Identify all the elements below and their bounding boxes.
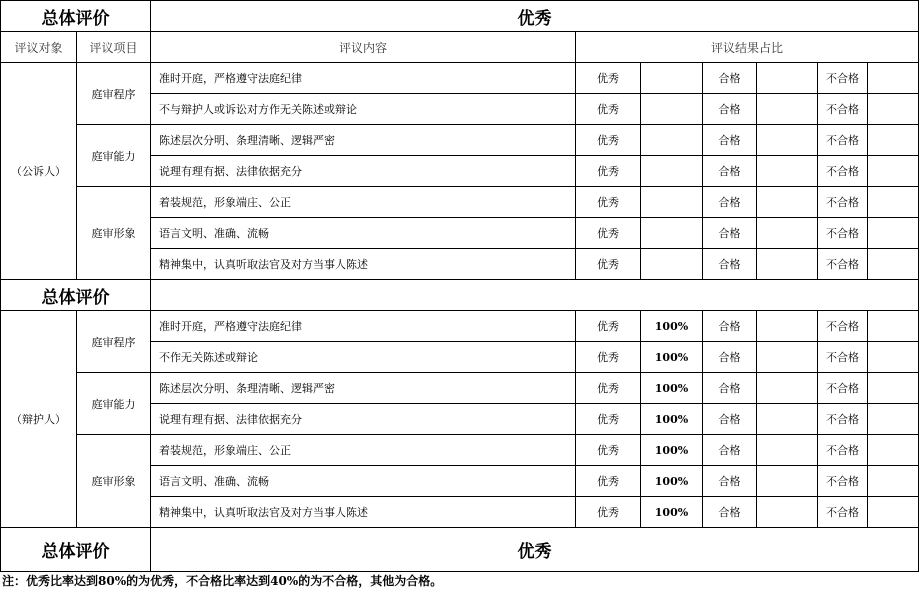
fail-pct <box>868 187 919 218</box>
item-cell: 庭审形象 <box>77 187 151 280</box>
grade-fail-label: 不合格 <box>818 497 868 528</box>
fail-pct <box>868 435 919 466</box>
table-row <box>1 311 919 342</box>
grade-excellent-label: 优秀 <box>576 466 641 497</box>
grade-fail-label: 不合格 <box>818 156 868 187</box>
table-row <box>1 63 919 94</box>
excellent-pct <box>641 94 703 125</box>
pass-pct <box>757 435 818 466</box>
content-cell: 着装规范，形象端庄、公正 <box>151 187 576 218</box>
footnote: 注：优秀比率达到80%的为优秀，不合格比率达到40%的为不合格，其他为合格。 <box>2 574 443 588</box>
content-cell: 精神集中，认真听取法官及对方当事人陈述 <box>151 497 576 528</box>
pass-pct <box>757 218 818 249</box>
content-cell: 精神集中，认真听取法官及对方当事人陈述 <box>151 249 576 280</box>
table-row <box>1 187 919 218</box>
content-cell: 语言文明、准确、流畅 <box>151 218 576 249</box>
excellent-pct: 100% <box>641 311 703 342</box>
item-column-header: 评议项目 <box>77 32 151 63</box>
grade-excellent-label: 优秀 <box>576 94 641 125</box>
grade-excellent-label: 优秀 <box>576 497 641 528</box>
grade-pass-label: 合格 <box>703 404 757 435</box>
grade-excellent-label: 优秀 <box>576 187 641 218</box>
content-cell: 准时开庭，严格遵守法庭纪律 <box>151 311 576 342</box>
grade-fail-label: 不合格 <box>818 94 868 125</box>
excellent-pct: 100% <box>641 342 703 373</box>
excellent-pct <box>641 125 703 156</box>
excellent-pct: 100% <box>641 373 703 404</box>
grade-pass-label: 合格 <box>703 373 757 404</box>
excellent-pct: 100% <box>641 435 703 466</box>
fail-pct <box>868 249 919 280</box>
grade-excellent-label: 优秀 <box>576 373 641 404</box>
overall-value: 优秀 <box>151 1 919 32</box>
grade-excellent-label: 优秀 <box>576 218 641 249</box>
excellent-pct: 100% <box>641 404 703 435</box>
grade-fail-label: 不合格 <box>818 466 868 497</box>
section-overall-label: 总体评价 <box>1 280 151 311</box>
item-cell: 庭审能力 <box>77 373 151 435</box>
pass-pct <box>757 187 818 218</box>
section-overall-row <box>1 280 919 311</box>
fail-pct <box>868 342 919 373</box>
result-column-header: 评议结果占比 <box>576 32 919 63</box>
excellent-pct <box>641 63 703 94</box>
content-cell: 陈述层次分明、条理清晰、逻辑严密 <box>151 125 576 156</box>
subject-cell: （公诉人） <box>1 63 77 280</box>
column-header-row <box>1 32 919 63</box>
fail-pct <box>868 125 919 156</box>
item-cell: 庭审能力 <box>77 125 151 187</box>
grade-fail-label: 不合格 <box>818 342 868 373</box>
content-column-header: 评议内容 <box>151 32 576 63</box>
subject-column-header: 评议对象 <box>1 32 77 63</box>
item-cell: 庭审程序 <box>77 63 151 125</box>
grade-fail-label: 不合格 <box>818 63 868 94</box>
grade-excellent-label: 优秀 <box>576 125 641 156</box>
section-overall-value <box>151 280 919 311</box>
grade-pass-label: 合格 <box>703 156 757 187</box>
fail-pct <box>868 373 919 404</box>
fail-pct <box>868 94 919 125</box>
excellent-pct <box>641 249 703 280</box>
fail-pct <box>868 404 919 435</box>
fail-pct <box>868 311 919 342</box>
pass-pct <box>757 94 818 125</box>
pass-pct <box>757 497 818 528</box>
pass-pct <box>757 311 818 342</box>
grade-pass-label: 合格 <box>703 311 757 342</box>
grade-pass-label: 合格 <box>703 218 757 249</box>
content-cell: 说理有理有据、法律依据充分 <box>151 404 576 435</box>
overall-header-row <box>1 1 919 32</box>
section-overall-value: 优秀 <box>151 528 919 572</box>
fail-pct <box>868 218 919 249</box>
grade-fail-label: 不合格 <box>818 373 868 404</box>
grade-pass-label: 合格 <box>703 497 757 528</box>
table-row <box>1 373 919 404</box>
content-cell: 准时开庭，严格遵守法庭纪律 <box>151 63 576 94</box>
grade-pass-label: 合格 <box>703 435 757 466</box>
pass-pct <box>757 342 818 373</box>
content-cell: 不与辩护人或诉讼对方作无关陈述或辩论 <box>151 94 576 125</box>
grade-excellent-label: 优秀 <box>576 249 641 280</box>
grade-excellent-label: 优秀 <box>576 311 641 342</box>
content-cell: 不作无关陈述或辩论 <box>151 342 576 373</box>
pass-pct <box>757 404 818 435</box>
content-cell: 着装规范，形象端庄、公正 <box>151 435 576 466</box>
excellent-pct <box>641 156 703 187</box>
grade-pass-label: 合格 <box>703 187 757 218</box>
grade-pass-label: 合格 <box>703 63 757 94</box>
pass-pct <box>757 125 818 156</box>
grade-pass-label: 合格 <box>703 249 757 280</box>
item-cell: 庭审程序 <box>77 311 151 373</box>
grade-pass-label: 合格 <box>703 342 757 373</box>
content-cell: 说理有理有据、法律依据充分 <box>151 156 576 187</box>
fail-pct <box>868 156 919 187</box>
grade-excellent-label: 优秀 <box>576 342 641 373</box>
fail-pct <box>868 466 919 497</box>
grade-pass-label: 合格 <box>703 466 757 497</box>
subject-cell: （辩护人） <box>1 311 77 528</box>
grade-pass-label: 合格 <box>703 94 757 125</box>
pass-pct <box>757 466 818 497</box>
excellent-pct <box>641 218 703 249</box>
grade-fail-label: 不合格 <box>818 435 868 466</box>
grade-fail-label: 不合格 <box>818 311 868 342</box>
grade-excellent-label: 优秀 <box>576 63 641 94</box>
fail-pct <box>868 497 919 528</box>
overall-label: 总体评价 <box>1 1 151 32</box>
table-row <box>1 435 919 466</box>
excellent-pct: 100% <box>641 466 703 497</box>
grade-fail-label: 不合格 <box>818 404 868 435</box>
pass-pct <box>757 63 818 94</box>
grade-fail-label: 不合格 <box>818 249 868 280</box>
grade-fail-label: 不合格 <box>818 125 868 156</box>
content-cell: 语言文明、准确、流畅 <box>151 466 576 497</box>
table-row <box>1 125 919 156</box>
section-overall-label: 总体评价 <box>1 528 151 572</box>
pass-pct <box>757 249 818 280</box>
grade-fail-label: 不合格 <box>818 187 868 218</box>
excellent-pct: 100% <box>641 497 703 528</box>
pass-pct <box>757 373 818 404</box>
item-cell: 庭审形象 <box>77 435 151 528</box>
grade-fail-label: 不合格 <box>818 218 868 249</box>
section-overall-row <box>1 528 919 572</box>
pass-pct <box>757 156 818 187</box>
grade-excellent-label: 优秀 <box>576 435 641 466</box>
fail-pct <box>868 63 919 94</box>
grade-pass-label: 合格 <box>703 125 757 156</box>
excellent-pct <box>641 187 703 218</box>
grade-excellent-label: 优秀 <box>576 404 641 435</box>
grade-excellent-label: 优秀 <box>576 156 641 187</box>
content-cell: 陈述层次分明、条理清晰、逻辑严密 <box>151 373 576 404</box>
